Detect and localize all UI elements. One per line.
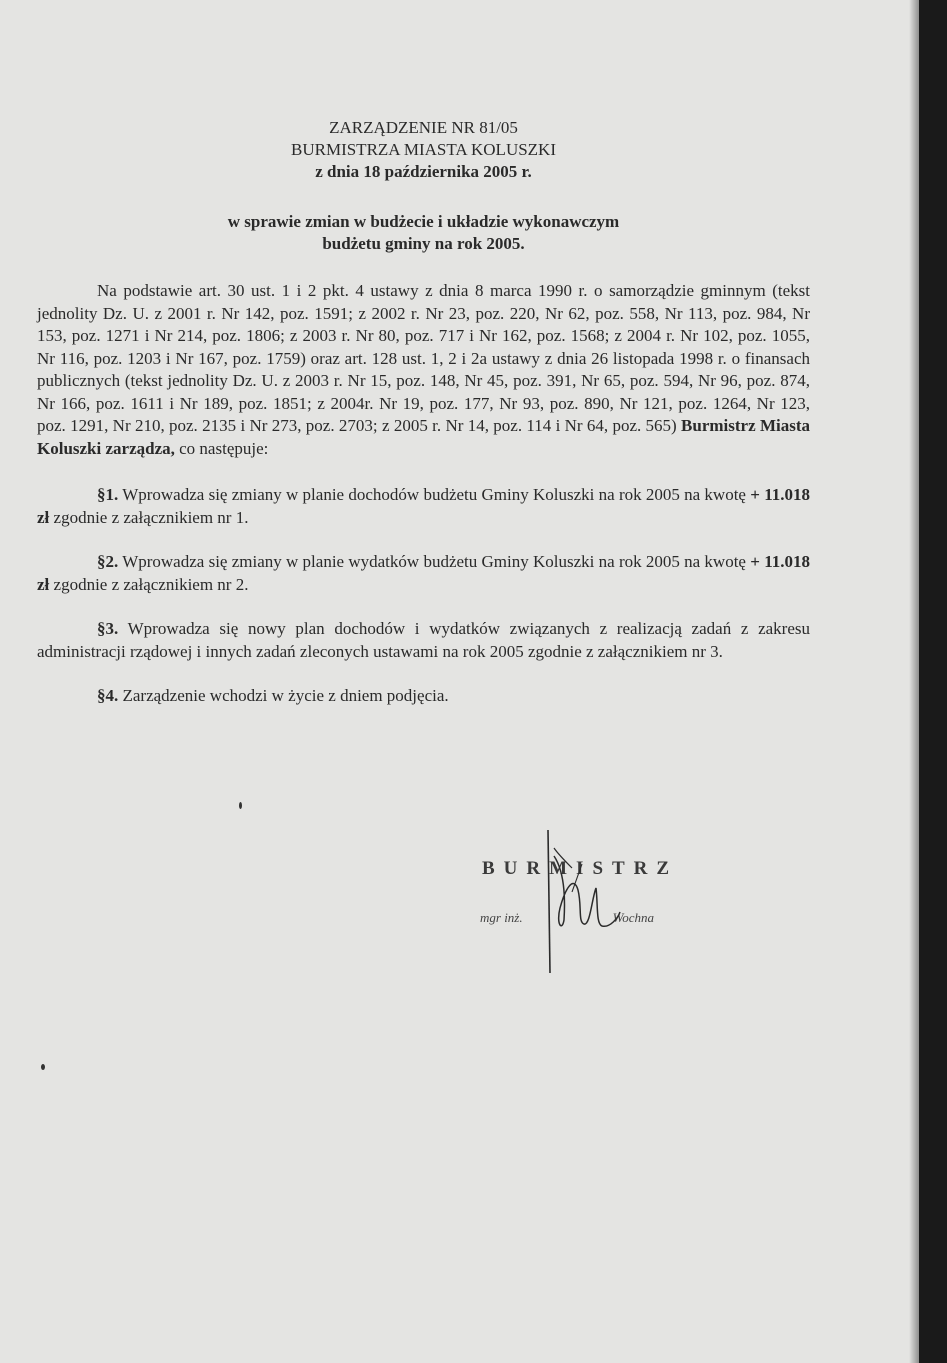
document-header: [37, 117, 810, 183]
document-subject: [37, 211, 810, 255]
stamp-name-suffix: Wochna: [612, 910, 655, 925]
preamble-tail: co następuje:: [174, 438, 269, 458]
scan-edge-shadow: [909, 0, 919, 1363]
handwritten-signature: [470, 828, 730, 978]
paragraph-3-label: §3.: [97, 619, 119, 638]
header-issuer: BURMISTRZA MIASTA KOLUSZKI: [291, 140, 556, 159]
official-stamp: [470, 828, 730, 978]
paragraph-4-text: Zarządzenie wchodzi w życie z dniem podjęcia.: [118, 686, 449, 705]
preamble-text: Na podstawie art. 30 ust. 1 i 2 pkt. 4 ustawy z dnia 8 marca 1990 r. o samorządzie gminnym (tekst jednolity Dz. U. z 2001 r. Nr 142, poz. 1591; z 2002 r. Nr 23, poz. 220, Nr 62, poz. 558, Nr 113, poz. 984, Nr 153, poz. 1271 i Nr 214, poz. 1806; z 2003 r. Nr 80, poz. 717 i Nr 162, poz. 1568; z 2004 r. Nr 102, poz. 1055, Nr 116, poz. 1203 i Nr 167, poz. 1759) oraz art. 128 ust. 1, 2 i 2a ustawy z dnia 26 listopada 1998 r. o finansach publicznych (tekst jednolity Dz. U. z 2003 r. Nr 15, poz. 148, Nr 45, poz. 391, Nr 65, poz. 594, Nr 96, poz. 874, Nr 166, poz. 1611 i Nr 189, poz. 1851; z 2004r. Nr 19, poz. 177, Nr 93, poz. 890, Nr 121, poz. 1264, Nr 123, poz. 1291, Nr 210, poz. 2135 i Nr 273, poz. 2703; z 2005 r. Nr 14, poz. 114 i Nr 64, poz. 565): [37, 281, 810, 435]
paragraph-2-tail: zgodnie z załącznikiem nr 2.: [49, 574, 249, 594]
paragraph-1-label: §1.: [97, 485, 119, 504]
paragraph-1-text: Wprowadza się zmiany w planie dochodów budżetu Gminy Koluszki na rok 2005 na kwotę: [118, 485, 751, 504]
paragraph-3-text: Wprowadza się nowy plan dochodów i wydatków związanych z realizacją zadań z zakresu administracji rządowej i innych zadań zleconych ustawami na rok 2005 zgodnie z załącznikiem nr 3.: [37, 619, 810, 661]
subject-line-1: w sprawie zmian w budżecie i układzie wykonawczym: [227, 212, 620, 231]
stamp-title: BURMISTRZ: [482, 858, 679, 879]
scan-dark-edge: [919, 0, 947, 1363]
header-title: ZARZĄDZENIE NR 81/05: [329, 118, 518, 137]
paragraph-1-tail: zgodnie z załącznikiem nr 1.: [49, 507, 249, 527]
scan-speck: [41, 1064, 45, 1070]
stamp-name-prefix: mgr inż.: [480, 910, 523, 925]
paragraph-3: [37, 618, 810, 663]
paragraph-2-text: Wprowadza się zmiany w planie wydatków budżetu Gminy Koluszki na rok 2005 na kwotę: [118, 552, 751, 571]
subject-line-2: budżetu gminy na rok 2005.: [322, 234, 525, 253]
document-body: [37, 280, 810, 708]
paragraph-1-amount: + 11.018 zł: [37, 485, 811, 527]
paragraph-4-label: §4.: [97, 686, 119, 705]
paragraph-1: [37, 484, 810, 529]
paragraph-2-amount: + 11.018 zł: [37, 552, 811, 594]
header-date: z dnia 18 października 2005 r.: [315, 162, 532, 181]
preamble-bold: Burmistrz Miasta Koluszki zarządza,: [37, 416, 811, 458]
scan-speck: [239, 802, 242, 809]
paragraph-2: [37, 551, 810, 596]
preamble: [37, 280, 810, 460]
paragraph-2-label: §2.: [97, 552, 119, 571]
paragraph-4: [37, 685, 810, 708]
